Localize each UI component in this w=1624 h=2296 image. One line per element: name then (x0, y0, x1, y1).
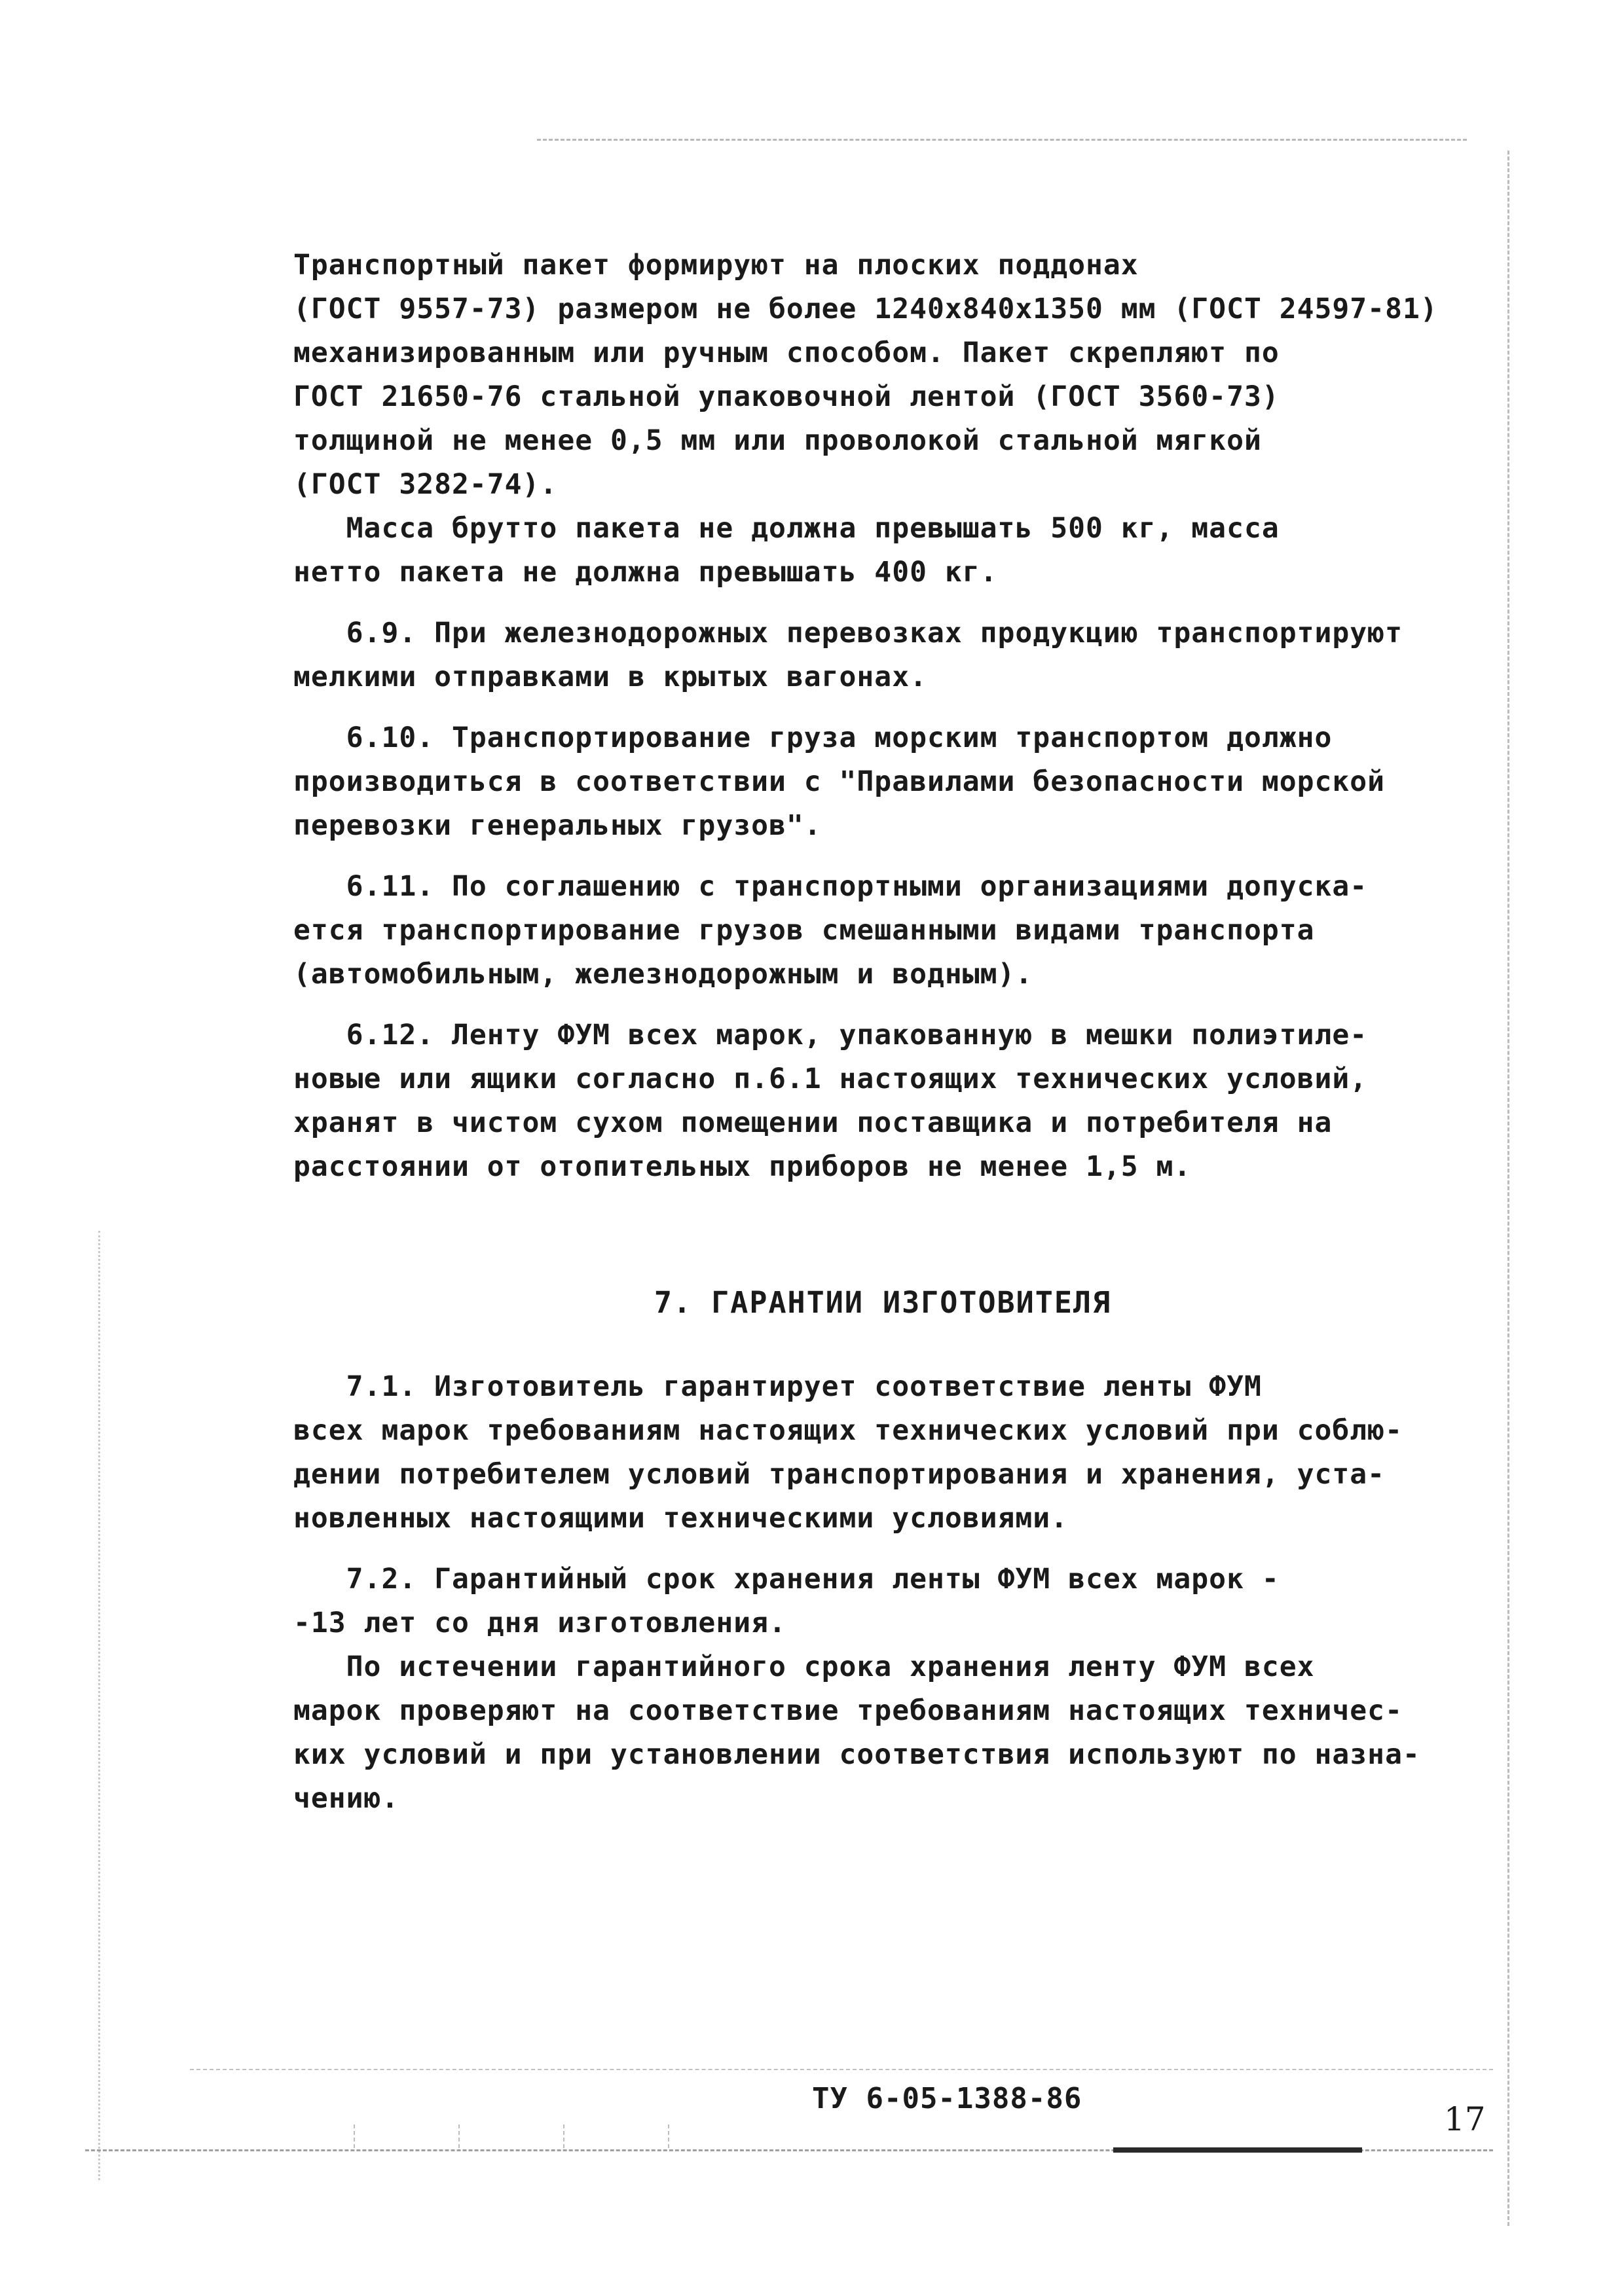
text-line: Транспортный пакет формируют на плоских поддонах (293, 249, 1139, 282)
text-line: 7.1. Изготовитель гарантирует соответствие ленты ФУМ (293, 1370, 1262, 1403)
text-line: марок проверяют на соответствие требованиям настоящих техничес- (293, 1694, 1403, 1727)
page-number: 17 (1444, 2100, 1486, 2138)
text-line: 6.11. По соглашению с транспортными организациями допуска- (293, 870, 1368, 903)
footer-thick-bar (1113, 2147, 1362, 2153)
text-line: 6.9. При железнодорожных перевозках продукцию транспортируют (293, 617, 1403, 649)
text-line: производиться в соответствии с "Правилами безопасности морской (293, 765, 1386, 798)
section-heading: 7. ГАРАНТИИ ИЗГОТОВИТЕЛЯ (654, 1285, 1112, 1320)
body-text (293, 244, 1508, 1821)
top-rule (537, 139, 1467, 141)
paragraph-7-2 (293, 1558, 1508, 1821)
text-line: толщиной не менее 0,5 мм или проволокой стальной мягкой (293, 424, 1262, 457)
text-line: новленных настоящими техническими условиями. (293, 1502, 1069, 1535)
text-line: расстоянии от отопительных приборов не менее 1,5 м. (293, 1150, 1192, 1183)
text-line: (ГОСТ 9557-73) размером не более 1240х840х1350 мм (ГОСТ 24597-81) (293, 293, 1438, 325)
text-line: ких условий и при установлении соответствия используют по назна- (293, 1738, 1420, 1771)
stamp-cell (668, 2124, 773, 2148)
document-code: ТУ 6-05-1388-86 (812, 2082, 1082, 2115)
text-line: механизированным или ручным способом. Пакет скрепляют по (293, 337, 1280, 369)
text-line: По истечении гарантийного срока хранения ленту ФУМ всех (293, 1650, 1315, 1683)
text-line: Масса брутто пакета не должна превышать 500 кг, масса (293, 512, 1280, 545)
paragraph-6-10 (293, 716, 1508, 848)
title-block-stamp (354, 2124, 773, 2148)
paragraph-6-11 (293, 865, 1508, 996)
text-line: нетто пакета не должна превышать 400 кг. (293, 556, 998, 589)
paragraph-6-9 (293, 611, 1508, 699)
footer-rule-upper (190, 2069, 1493, 2070)
stamp-cell (458, 2124, 563, 2148)
text-line: -13 лет со дня изготовления. (293, 1607, 786, 1639)
text-line: 7.2. Гарантийный срок хранения ленты ФУМ всех марок - (293, 1563, 1280, 1595)
text-line: всех марок требованиям настоящих технических условий при соблю- (293, 1414, 1403, 1447)
text-line: (ГОСТ 3282-74). (293, 468, 558, 501)
left-margin-marks (98, 1231, 100, 2180)
text-line: хранят в чистом сухом помещении поставщика и потребителя на (293, 1106, 1333, 1139)
text-line: ГОСТ 21650-76 стальной упаковочной лентой (ГОСТ 3560-73) (293, 380, 1280, 413)
text-line: перевозки генеральных грузов". (293, 809, 822, 842)
text-line: чению. (293, 1782, 399, 1815)
stamp-cell (563, 2124, 668, 2148)
text-line: (автомобильным, железнодорожным и водным). (293, 958, 1033, 991)
text-line: 6.12. Ленту ФУМ всех марок, упакованную в мешки полиэтиле- (293, 1019, 1368, 1051)
text-line: дении потребителем условий транспортирования и хранения, уста- (293, 1458, 1386, 1491)
text-line: ется транспортирование грузов смешанными видами транспорта (293, 914, 1315, 947)
paragraph-packaging (293, 244, 1508, 507)
text-line: 6.10. Транспортирование груза морским транспортом должно (293, 721, 1333, 754)
paragraph-6-12 (293, 1013, 1508, 1189)
paragraph-mass (293, 507, 1508, 594)
text-line: мелкими отправками в крытых вагонах. (293, 661, 927, 693)
paragraph-7-1 (293, 1365, 1508, 1540)
stamp-cell (354, 2124, 458, 2148)
text-line: новые или ящики согласно п.6.1 настоящих технических условий, (293, 1063, 1368, 1095)
